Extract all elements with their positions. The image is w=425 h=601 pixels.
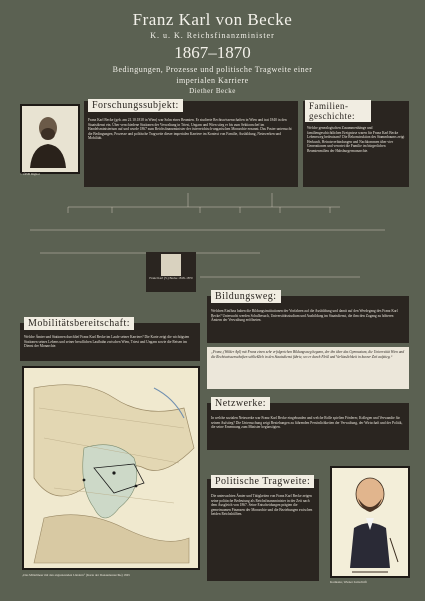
education-panel [207,291,409,343]
tree-connectors [0,185,425,295]
portrait-caption: © ÖNB Digital [20,172,40,176]
political-panel [207,476,319,581]
mobility-heading: Mobilitätsbereitschaft: [24,317,134,330]
map-caption: „Das Mittelmeer mit den angrenzenden Ländern“ (Karte der Donaumonarchie) 1845 [22,573,130,577]
research-heading: Forschungssubjekt: [88,99,183,112]
poster-role: K. u. K. Reichsfinanzminister [150,31,275,40]
tree-node-franz-karl [146,252,196,292]
political-heading: Politische Tragweite: [211,475,314,488]
network-heading: Netzwerke: [211,397,270,410]
subtitle-line-1: Bedingungen, Prozesse und politische Tragweite einer [112,65,313,74]
education-heading: Bildungsweg: [211,290,281,303]
tree-node-label: Franz Karl (V.) Becke 1818–1870 [149,276,193,280]
subtitle-line-2: imperialen Karriere [176,76,249,85]
education-quote-panel [207,347,409,389]
caricature-figure [332,468,408,576]
family-text: Welche genealogischen Zusammenhänge und familiengeschichtlichen Ereignisse waren für Franz Karl Becke Lebensweg bedeutsam? Die Rekonstruktion des Stammbaums zeigt Herkunft, Heiratsverbindungen und Nachkommen über vier Generationen und verortet die Familie im bürgerlichen Beamtenmilieu der Habsburgermonarchie. [307,126,405,153]
portrait-photo [20,104,80,174]
poster-title: Franz Karl von Becke [132,10,293,29]
portrait-figure [22,106,74,168]
poster-years: 1867–1870 [174,43,251,62]
poster-author: Diether Becke [189,87,236,95]
research-text: Franz Karl Becke (geb. am 21.10.1818 in Wien) war Sohn eines Beamten. Er studierte Rechtswissenschaften in Wien und trat 1840 in den Staatsdienst ein. Über verschiedene Stationen der Verwaltung in Triest, Ungarn und Wien stieg er bis zum Sektionschef im Handelsministerium auf und wurde 1867 zum Reichsfinanzminister der österreichisch-ungarischen Monarchie ernannt. Das Poster untersucht die Bedingungen, Prozesse und politische Tragweite dieser imperialen Karriere im Kontext von Familie, Ausbildung, Netzwerken und Mobilität. [88,118,292,141]
historic-map [22,366,200,570]
family-heading: Familien- geschichte: [305,100,371,122]
family-panel [303,101,409,187]
education-quote: „Franz, (Wilder Apl) mit Franz einen sehr erfolgreichen Bildungsweg begann, der ihn über das Gymnasium, die Universität Wien und die Rechtswissenschaften schließlich in den Staatsdienst führte, wo er durch Fleiß und Verlässlichkeit in kurzer Zeit aufstieg.“ [211,350,405,359]
mobility-text: Welche Ämter und Stationen durchlief Franz Karl Becke im Laufe seiner Karriere? Die Karte zeigt die wichtigsten Stationen seines Lebens und seiner beruflichen Laufbahn zwischen Wien, Triest und Ungarn sowie die Reisen im Dienst der Monarchie. [24,335,190,349]
caricature-caption: Karikatur, Wiener Zeitschrift [330,580,367,584]
tree-portrait [161,254,181,276]
network-text: In welche sozialen Netzwerke war Franz Karl Becke eingebunden und welche Rolle spielten Förderer, Kollegen und Verwandte für seinen Aufstieg? Die Untersuchung zeigt Beziehungen zu führenden Persönlichkeiten der Verwaltung, der Wirtschaft und der Politik, die seine Ernennung zum Minister begünstigten. [211,416,403,430]
poster-subtitle [0,64,425,86]
political-text: Die untersuchten Ämter und Tätigkeiten von Franz Karl Becke zeigen seine politische Bedeutung als Reichsfinanzminister in der Zeit nach dem Ausgleich von 1867. Seine Entscheidungen prägten die gemeinsamen Finanzen der Monarchie und die Beziehungen zwischen beiden Reichshälften. [211,494,313,517]
network-panel [207,398,409,450]
mobility-panel [20,318,200,361]
education-text: Welchen Einfluss haben die Bildungsinstitutionen der Vorfahren auf die Ausbildung und damit auf den Werdegang des Franz Karl Becke? Untersucht werden Schulbesuch, Universitätsstudium und Ausbildung im Staatsdienst, die ihm den Zugang zu höheren Ämtern der Verwaltung eröffneten. [211,309,398,323]
map-illustration [24,368,198,568]
research-panel [84,101,298,187]
caricature-image [330,466,410,578]
